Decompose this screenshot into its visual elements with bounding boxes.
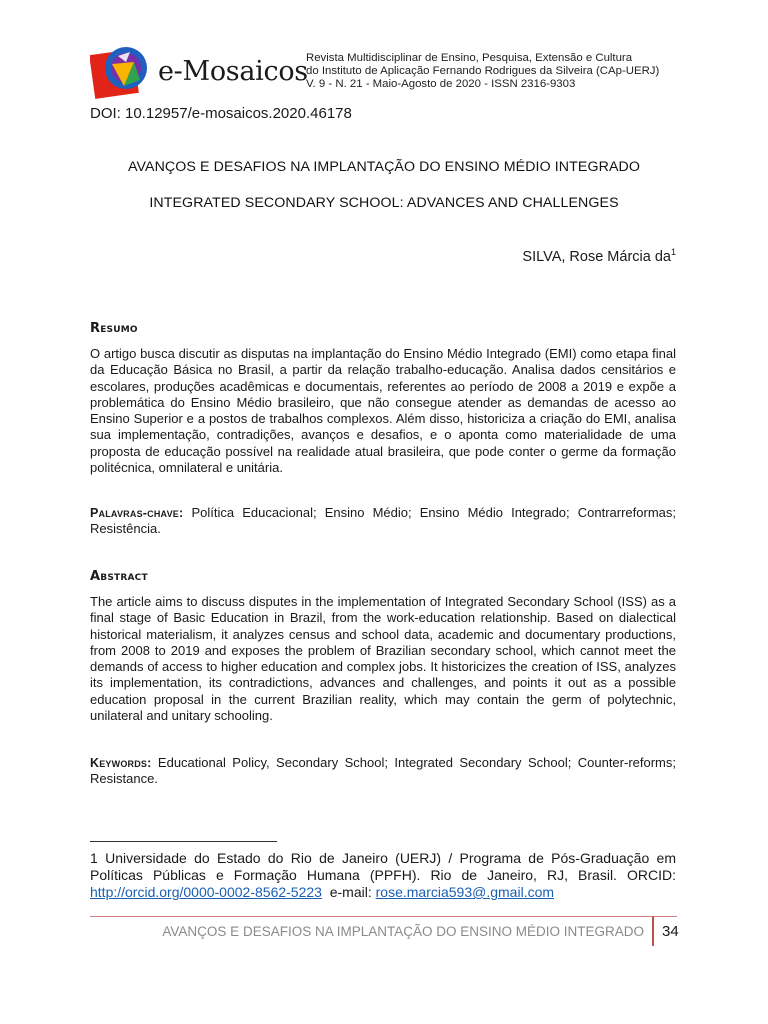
palavras-chave-text: Política Educacional; Ensino Médio; Ensino Médio Integrado; Contrarreformas; Resistência. [90,505,676,537]
journal-info [306,52,659,91]
abstract-text: The article aims to discuss disputes in the implementation of Integrated Secondary School (ISS) as a final stage of Basic Education in Brazil, from the work-education relationship. Based on dialectical historical materialism, it analyzes census and school data, academic and documentary productions, from 2008 to 2019 and exposes the problem of Brazilian secondary school, which cannot meet the demands of access to higher education and complex jobs. It historicizes the creation of ISS, analyzes its implementation, its contradictions, advances and challenges, and points it out as a possible education proposal in the current Brazilian reality, which may contain the germ of polytechnic, unilateral and unitary schooling. [90,594,676,724]
title-english: INTEGRATED SECONDARY SCHOOL: ADVANCES AND CHALLENGES [149,195,619,211]
journal-line: Revista Multidisciplinar de Ensino, Pesquisa, Extensão e Cultura [306,52,633,64]
email-label: e-mail: [321,884,376,900]
abstract-heading: Abstract [90,569,148,584]
orcid-link[interactable]: http://orcid.org/0000-0002-8562-5223 [90,884,322,900]
footer-rule [90,916,677,917]
keywords-label: Keywords: [90,756,152,770]
resumo-heading: Resumo [90,321,138,336]
footnote-text: Universidade do Estado do Rio de Janeiro (UERJ) / Programa de Pós-Graduação em Políticas Públicas e Formação Humana (PPFH). Rio de Janeiro, RJ, Brasil. ORCID: [90,850,676,883]
author [522,247,676,265]
author-footnote-mark: 1 [670,247,676,257]
journal-logo [90,44,152,100]
resumo-text: O artigo busca discutir as disputas na implantação do Ensino Médio Integrado (EMI) como etapa final da Educação Básica no Brasil, a partir da relação trabalho-educação. Analisa dados censitários e escolares, produções acadêmicas e documentais, referentes ao período de 2008 a 2019 e expõe a problemática do Ensino Médio brasileiro, que não consegue atender as demandas de acesso ao Ensino Superior e a postos de trabalhos complexos. Além disso, historiciza a criação do EMI, analisa sua implementação, contradições, avanços e desafios, e o aponta como materialidade de uma proposta de educação possível na realidade atual brasileira, que pode conter o germe da formação politécnica, omnilateral e unitária. [90,346,676,476]
palavras-chave-label: Palavras-chave: [90,506,184,520]
keywords [90,755,676,788]
author-name: SILVA, Rose Márcia da [522,248,671,265]
journal-line: V. 9 - N. 21 - Maio-Agosto de 2020 - ISSN 2316-9303 [306,78,576,90]
footnote-mark: 1 [90,850,98,866]
palavras-chave [90,505,676,538]
keywords-text: Educational Policy, Secondary School; Integrated Secondary School; Counter-reforms; Resistance. [90,755,676,787]
page-number: 34 [662,923,679,940]
footnote [90,850,676,901]
journal-line: do Instituto de Aplicação Fernando Rodrigues da Silveira (CAp-UERJ) [306,65,660,77]
title-portuguese: AVANÇOS E DESAFIOS NA IMPLANTAÇÃO DO ENSINO MÉDIO INTEGRADO [128,159,640,175]
doi: DOI: 10.12957/e-mosaicos.2020.46178 [90,105,352,122]
email-link[interactable]: rose.marcia593@.gmail.com [375,884,555,900]
footnote-rule [90,841,277,842]
footer-running-title: AVANÇOS E DESAFIOS NA IMPLANTAÇÃO DO ENSINO MÉDIO INTEGRADO [162,924,644,939]
journal-brand: e-Mosaicos [158,56,308,87]
footer-separator [652,916,654,946]
